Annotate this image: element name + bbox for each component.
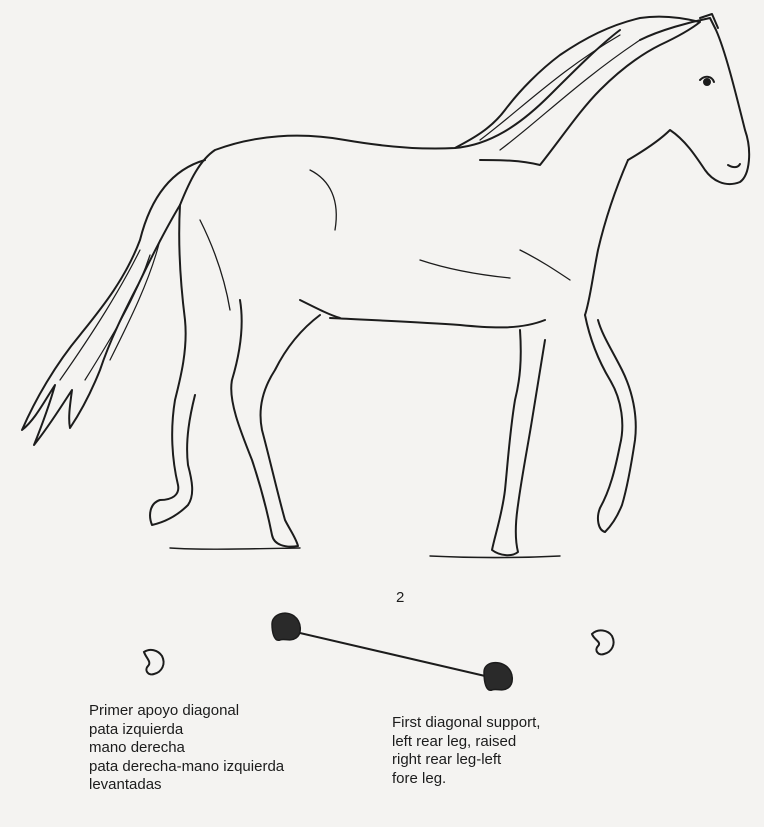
figure-number: 2	[396, 589, 405, 606]
hoofprint-raised-left-fore	[592, 630, 614, 654]
horse-hind-leg-support	[231, 300, 320, 547]
ground-line-left	[170, 548, 300, 549]
horse-tail	[22, 160, 205, 445]
horse-mane	[455, 17, 700, 165]
caption-english-line: right rear leg-left	[392, 751, 502, 768]
caption-english-line: First diagonal support,	[392, 714, 541, 731]
caption-spanish-line: pata izquierda	[89, 720, 184, 738]
caption-spanish-line: Primer apoyo diagonal	[89, 702, 240, 719]
caption-spanish-line: levantadas	[89, 776, 162, 793]
hoofprint-support-right-fore	[484, 663, 512, 691]
caption-english-line: left rear leg, raised	[392, 732, 517, 750]
caption-spanish-line: mano derecha	[89, 739, 185, 756]
caption-english	[392, 714, 540, 788]
caption-english-line: fore leg.	[392, 769, 447, 787]
footfall-diagram	[0, 600, 764, 700]
ground-line-right	[430, 556, 560, 558]
caption-spanish	[89, 702, 284, 795]
horse-foreleg-raised	[585, 315, 636, 532]
horse-foreleg-support	[492, 330, 545, 555]
caption-spanish-line: pata derecha-mano izquierda	[89, 757, 285, 775]
hoofprint-support-left-rear	[272, 613, 300, 640]
horse-neck	[585, 160, 628, 315]
horse-head	[628, 18, 749, 184]
horse-belly	[330, 318, 545, 327]
diagonal-support-line	[287, 630, 498, 679]
hoofprint-raised-right-rear	[144, 650, 164, 674]
horse-back	[180, 30, 620, 205]
